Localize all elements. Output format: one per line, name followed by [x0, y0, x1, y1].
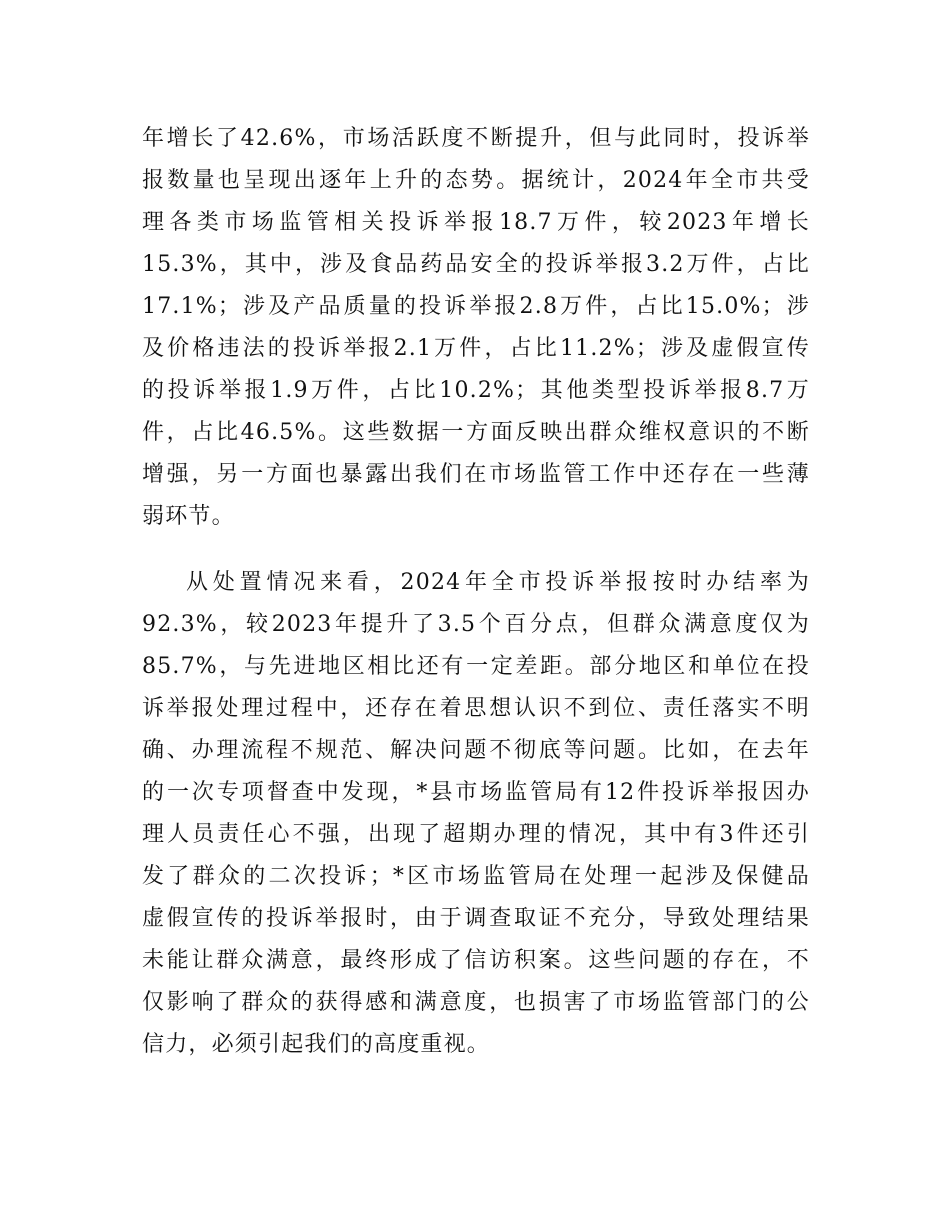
paragraph-line: 弱环节。 [142, 504, 235, 529]
paragraph-line: 的一次专项督查中发现，*县市场监管局有12件投诉举报因办 [142, 780, 810, 805]
paragraph-line: 及价格违法的投诉举报2.1万件，占比11.2%；涉及虚假宣传 [142, 336, 810, 361]
paragraph-line: 年增长了42.6%，市场活跃度不断提升，但与此同时，投诉举 [142, 126, 810, 151]
paragraph-line: 15.3%，其中，涉及食品药品安全的投诉举报3.2万件，占比 [142, 252, 810, 277]
paragraph-line: 诉举报处理过程中，还存在着思想认识不到位、责任落实不明 [142, 696, 810, 721]
paragraph-line: 信力，必须引起我们的高度重视。 [142, 1032, 491, 1057]
paragraph-complaint-statistics [142, 118, 810, 538]
paragraph-line: 件，占比46.5%。这些数据一方面反映出群众维权意识的不断 [142, 420, 810, 445]
paragraph-line: 理各类市场监管相关投诉举报18.7万件，较2023年增长 [142, 210, 810, 235]
paragraph-line: 发了群众的二次投诉；*区市场监管局在处理一起涉及保健品 [142, 864, 810, 889]
paragraph-line: 仅影响了群众的获得感和满意度，也损害了市场监管部门的公 [142, 990, 810, 1015]
paragraph-line: 理人员责任心不强，出现了超期办理的情况，其中有3件还引 [142, 822, 810, 847]
paragraph-line: 从处置情况来看，2024年全市投诉举报按时办结率为 [186, 570, 810, 595]
paragraph-line: 报数量也呈现出逐年上升的态势。据统计，2024年全市共受 [142, 168, 810, 193]
paragraph-line: 未能让群众满意，最终形成了信访积案。这些问题的存在，不 [142, 948, 810, 973]
paragraph-line: 增强，另一方面也暴露出我们在市场监管工作中还存在一些薄 [142, 462, 810, 487]
paragraph-line: 85.7%，与先进地区相比还有一定差距。部分地区和单位在投 [142, 654, 810, 679]
paragraph-line: 的投诉举报1.9万件，占比10.2%；其他类型投诉举报8.7万 [142, 378, 810, 403]
paragraph-line: 确、办理流程不规范、解决问题不彻底等问题。比如，在去年 [142, 738, 810, 763]
paragraph-line: 17.1%；涉及产品质量的投诉举报2.8万件，占比15.0%；涉 [142, 294, 810, 319]
paragraph-handling-situation [142, 562, 810, 1066]
paragraph-line: 92.3%，较2023年提升了3.5个百分点，但群众满意度仅为 [142, 612, 810, 637]
paragraph-line: 虚假宣传的投诉举报时，由于调查取证不充分，导致处理结果 [142, 906, 810, 931]
